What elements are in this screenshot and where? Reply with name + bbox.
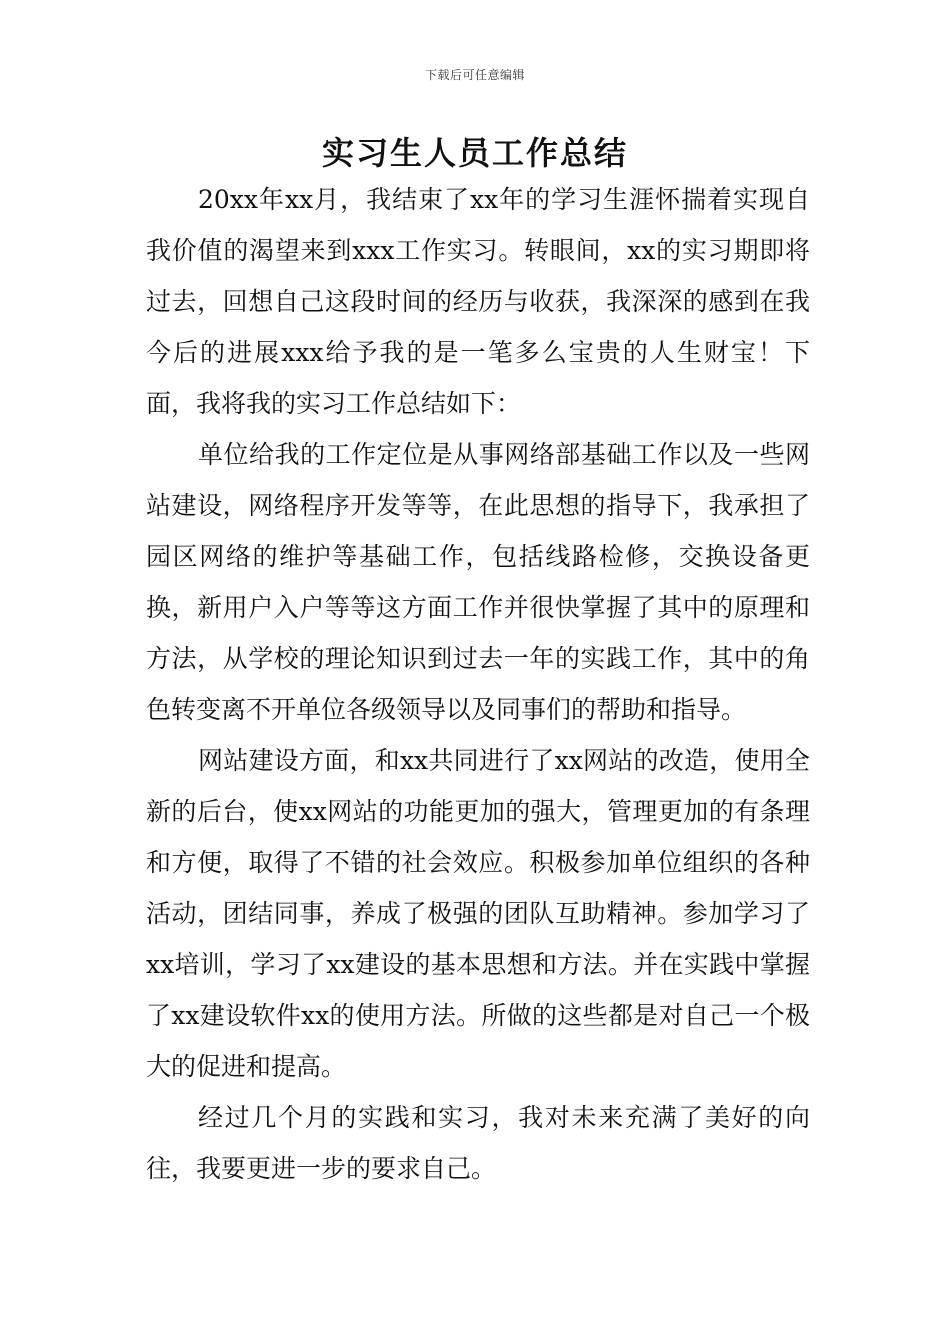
document-body <box>146 174 810 1194</box>
document-title: 实习生人员工作总结 <box>321 134 628 172</box>
header-note: 下载后可任意编辑 <box>424 68 525 82</box>
paragraph-conclusion: 经过几个月的实践和实习，我对未来充满了美好的向往，我要更进一步的要求自己。 <box>146 1103 810 1183</box>
paragraph-intro: 20xx年xx月，我结束了xx年的学习生涯怀揣着实现自我价值的渴望来到xxx工作实习。转眼间，xx的实习期即将过去，回想自己这段时间的经历与收获，我深深的感到在我今后的进展xxx给予我的是一笔多么宝贵的人生财宝！下面，我将我的实习工作总结如下： <box>146 185 810 418</box>
paragraph-work-role: 单位给我的工作定位是从事网络部基础工作以及一些网站建设，网络程序开发等等，在此思想的指导下，我承担了园区网络的维护等基础工作，包括线路检修，交换设备更换，新用户入户等等这方面工作并很快掌握了其中的原理和方法，从学校的理论知识到过去一年的实践工作，其中的角色转变离不开单位各级领导以及同事们的帮助和指导。 <box>146 440 810 724</box>
paragraph-website: 网站建设方面，和xx共同进行了xx网站的改造，使用全新的后台，使xx网站的功能更加的强大，管理更加的有条理和方便，取得了不错的社会效应。积极参加单位组织的各种活动，团结同事，养成了极强的团队互助精神。参加学习了xx培训，学习了xx建设的基本思想和方法。并在实践中掌握了xx建设软件xx的使用方法。所做的这些都是对自己一个极大的促进和提高。 <box>146 746 810 1081</box>
